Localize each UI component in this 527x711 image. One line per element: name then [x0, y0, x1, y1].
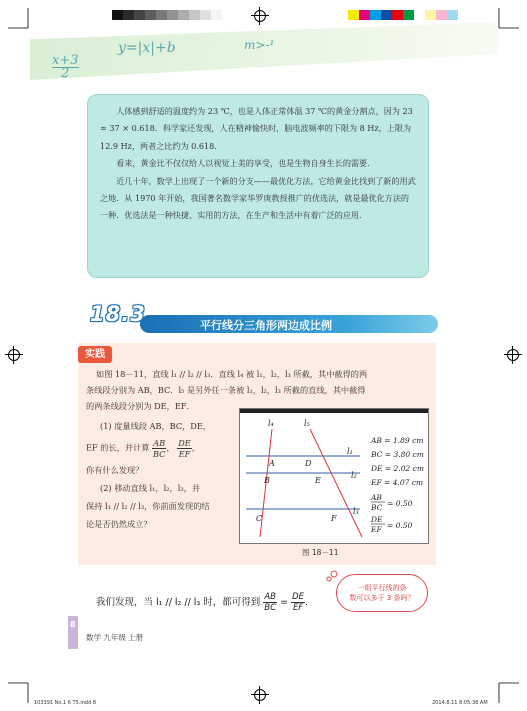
- point-e: E: [315, 476, 321, 485]
- point-b: B: [264, 476, 270, 485]
- measurement: BC = 3.80 cm: [371, 450, 424, 459]
- point-a: A: [269, 459, 275, 468]
- section-title: 平行线分三角形两边成比例: [200, 319, 332, 332]
- activity-intro-line: 如图 18－11，直线 l₁ // l₂ // l₃．直线 l₄ 被 l₁，l₂，l₃ 所截，其中截得的两: [96, 369, 368, 379]
- math-scribble-fraction: x+3 2: [52, 53, 79, 81]
- ratio-num: AB: [371, 493, 382, 502]
- label-l1: l₁: [347, 447, 353, 456]
- fraction-ab-bc: $\frac{AB}{BC}$: [153, 438, 166, 459]
- figure-caption: 图 18－11: [302, 548, 339, 557]
- activity-intro-line: 条线段分别为 AB，BC．l₅ 是另外任一条被 l₁，l₂，l₃ 所截的直线，其中截得: [86, 385, 366, 395]
- golden-ratio-text-box: [87, 94, 429, 278]
- question-1-ask: EF 的长，并计算 $\frac{AB}{BC}$ ， $\frac{DE}{EF}$ ，: [86, 438, 200, 459]
- point-c: C: [256, 514, 263, 523]
- parallel-lines-diagram: [240, 409, 428, 543]
- activity-tag: 实践: [78, 346, 112, 363]
- activity-intro-line: 的两条线段分别为 DE，EF．: [86, 401, 195, 411]
- measurement: AB = 1.89 cm: [371, 436, 424, 445]
- ratio-value: = 0.50: [387, 499, 413, 508]
- label-l5: l₅: [304, 419, 310, 428]
- figure-18-11: [239, 408, 429, 544]
- fraction-de-ef: $\frac{DE}{EF}$: [292, 592, 305, 613]
- math-scribble-inequality: m>-¹: [244, 38, 275, 52]
- paragraph: 人体感到舒适的温度约为 23 ℃，也是人体正常体温 37 ℃的黄金分割点，因为 23 ≈ 37 × 0.618．科学家还发现，人在精神愉快时，脑电波频率的下限为 8 Hz，上限为 12.9 Hz，两者之比约为 0.618．: [100, 106, 413, 151]
- fraction-de-ef: $\frac{DE}{EF}$: [178, 438, 191, 459]
- point-f: F: [331, 514, 337, 523]
- print-slug-left: 103391 No.1 6 T5.indd 8: [34, 700, 97, 706]
- section-number: 18.3: [90, 302, 146, 326]
- ratio-den: EF: [371, 525, 382, 534]
- page-number: 8: [70, 620, 76, 629]
- bubble-tail: [326, 568, 338, 582]
- measurement: DE = 2.02 cm: [371, 464, 424, 473]
- ratio-den: BC: [371, 503, 383, 512]
- fraction-ab-bc: $\frac{AB}{BC}$: [264, 592, 277, 613]
- question-1-line: (1) 度量线段 AB，BC，DE，: [100, 421, 212, 431]
- question-1-line: 你有什么发现？: [86, 465, 144, 475]
- question-2-line: (2) 移动直线 l₁，l₂，l₃，并: [100, 483, 201, 493]
- label-l2: l₂: [351, 471, 357, 480]
- print-slug-right: 2014.8.11 8:05:38 AM: [432, 700, 488, 706]
- ratio-value: = 0.50: [387, 521, 413, 530]
- question-2-line: 保持 l₁ // l₂ // l₃，你前面发现的结: [86, 501, 210, 511]
- paragraph: 近几十年，数学上出现了一个新的分支——最优化方法，它给黄金比找到了新的用武之地．从 1970 年开始，我国著名数学家华罗庚教授推广的优选法，就是最优化方法的一种．优选法是一种快捷、实用的方法，在生产和生活中有着广泛的应用．: [100, 175, 416, 221]
- math-scribble-abs: y=|x|+b: [118, 40, 176, 56]
- paragraph: 看来，黄金比不仅仅给人以视觉上美的享受，也是生物自身生长的需要．: [116, 158, 376, 169]
- point-d: D: [305, 459, 312, 468]
- measurement: EF = 4.07 cm: [371, 478, 424, 487]
- label-l3: l₃: [353, 507, 359, 516]
- ratio-num: DE: [371, 515, 383, 524]
- book-footer: 数学 九年级 上册: [86, 633, 144, 642]
- question-2-line: 论是否仍然成立？: [86, 519, 152, 529]
- conclusion-line: 我们发现，当 l₁ // l₂ // l₃ 时，都可得到 $\frac{AB}{BC}$ = $\frac{DE}{EF}$ .: [96, 592, 309, 613]
- thought-bubble: 一组平行线的条 数可以多于 3 条吗？: [336, 574, 428, 612]
- label-l4: l₄: [268, 419, 274, 428]
